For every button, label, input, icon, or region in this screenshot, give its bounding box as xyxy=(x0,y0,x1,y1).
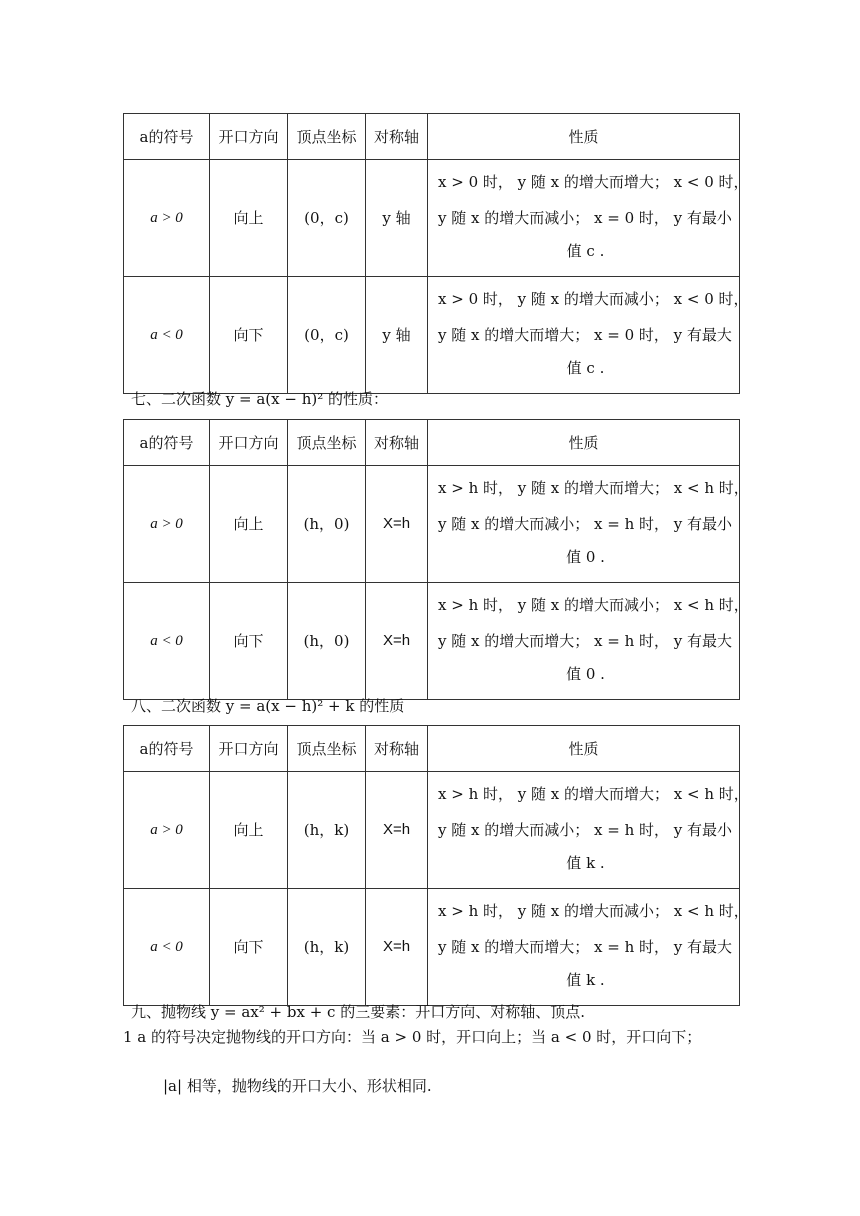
section-9-point-2: |a| 相等，抛物线的开口大小、形状相同. xyxy=(163,1077,432,1095)
header-opening: 开口方向 xyxy=(210,420,288,466)
property-line: 值 k . xyxy=(566,854,605,872)
cell-sign: a > 0 xyxy=(124,466,210,583)
header-axis: 对称轴 xyxy=(366,726,428,772)
property-line: 值 0 . xyxy=(566,665,605,683)
cell-properties xyxy=(428,583,749,700)
property-line: 值 c . xyxy=(566,242,605,260)
cell-axis: y 轴 xyxy=(366,277,428,394)
section-7-heading: 七、二次函数 y = a(x − h)² 的性质： xyxy=(131,390,389,408)
header-sign: a的符号 xyxy=(124,114,210,160)
cell-sign: a < 0 xyxy=(124,889,210,1006)
cell-sign: a < 0 xyxy=(124,277,210,394)
section-9-heading: 九、抛物线 y = ax² + bx + c 的三要素：开口方向、对称轴、顶点. xyxy=(131,1003,585,1021)
header-axis: 对称轴 xyxy=(366,420,428,466)
cell-opening: 向下 xyxy=(210,583,288,700)
cell-vertex: (0，c) xyxy=(288,160,366,277)
cell-vertex: (h，k) xyxy=(288,772,366,889)
header-axis: 对称轴 xyxy=(366,114,428,160)
cell-axis: y 轴 xyxy=(366,160,428,277)
property-line: x > 0 时， y 随 x 的增大而减小； x < 0 时， xyxy=(438,290,749,308)
property-line: x > h 时， y 随 x 的增大而增大； x < h 时， xyxy=(438,785,749,803)
property-line: 值 0 . xyxy=(566,548,605,566)
header-vertex: 顶点坐标 xyxy=(288,114,366,160)
cell-sign: a > 0 xyxy=(124,160,210,277)
cell-opening: 向上 xyxy=(210,160,288,277)
cell-opening: 向上 xyxy=(210,466,288,583)
property-line: x > h 时， y 随 x 的增大而减小； x < h 时， xyxy=(438,902,749,920)
property-line: x > h 时， y 随 x 的增大而增大； x < h 时， xyxy=(438,479,749,497)
property-line: 值 k . xyxy=(566,971,605,989)
cell-sign: a < 0 xyxy=(124,583,210,700)
cell-vertex: (h，0) xyxy=(288,583,366,700)
property-line: y 随 x 的增大而增大； x = h 时， y 有最大 xyxy=(438,632,733,650)
cell-axis: X=h xyxy=(366,889,428,1006)
cell-opening: 向上 xyxy=(210,772,288,889)
properties-table-3 xyxy=(123,725,749,1006)
header-properties: 性质 xyxy=(428,726,740,772)
property-line: y 随 x 的增大而减小； x = h 时， y 有最小 xyxy=(438,515,733,533)
cell-opening: 向下 xyxy=(210,277,288,394)
property-line: x > 0 时， y 随 x 的增大而增大； x < 0 时， xyxy=(438,173,749,191)
cell-vertex: (h，k) xyxy=(288,889,366,1006)
section-8-heading: 八、二次函数 y = a(x − h)² + k 的性质 xyxy=(131,697,405,715)
property-line: y 随 x 的增大而减小； x = h 时， y 有最小 xyxy=(438,821,733,839)
cell-properties xyxy=(428,772,749,889)
property-line: y 随 x 的增大而增大； x = h 时， y 有最大 xyxy=(438,938,733,956)
cell-properties xyxy=(428,466,749,583)
properties-table-2 xyxy=(123,419,749,700)
header-opening: 开口方向 xyxy=(210,726,288,772)
cell-vertex: (h，0) xyxy=(288,466,366,583)
cell-properties xyxy=(428,889,749,1006)
header-vertex: 顶点坐标 xyxy=(288,726,366,772)
cell-axis: X=h xyxy=(366,772,428,889)
header-opening: 开口方向 xyxy=(210,114,288,160)
header-properties: 性质 xyxy=(428,420,740,466)
properties-table-1 xyxy=(123,113,749,394)
property-line: x > h 时， y 随 x 的增大而减小； x < h 时， xyxy=(438,596,749,614)
cell-properties xyxy=(428,277,749,394)
cell-sign: a > 0 xyxy=(124,772,210,889)
property-line: y 随 x 的增大而减小； x = 0 时， y 有最小 xyxy=(438,209,732,227)
header-properties: 性质 xyxy=(428,114,740,160)
header-sign: a的符号 xyxy=(124,420,210,466)
header-vertex: 顶点坐标 xyxy=(288,420,366,466)
section-9-point-1: 1 a 的符号决定抛物线的开口方向：当 a > 0 时，开口向上；当 a < 0 时，开口向下； xyxy=(123,1028,702,1046)
property-line: 值 c . xyxy=(566,359,605,377)
cell-axis: X=h xyxy=(366,466,428,583)
cell-opening: 向下 xyxy=(210,889,288,1006)
property-line: y 随 x 的增大而增大； x = 0 时， y 有最大 xyxy=(438,326,732,344)
header-sign: a的符号 xyxy=(124,726,210,772)
cell-properties xyxy=(428,160,749,277)
cell-vertex: (0，c) xyxy=(288,277,366,394)
cell-axis: X=h xyxy=(366,583,428,700)
